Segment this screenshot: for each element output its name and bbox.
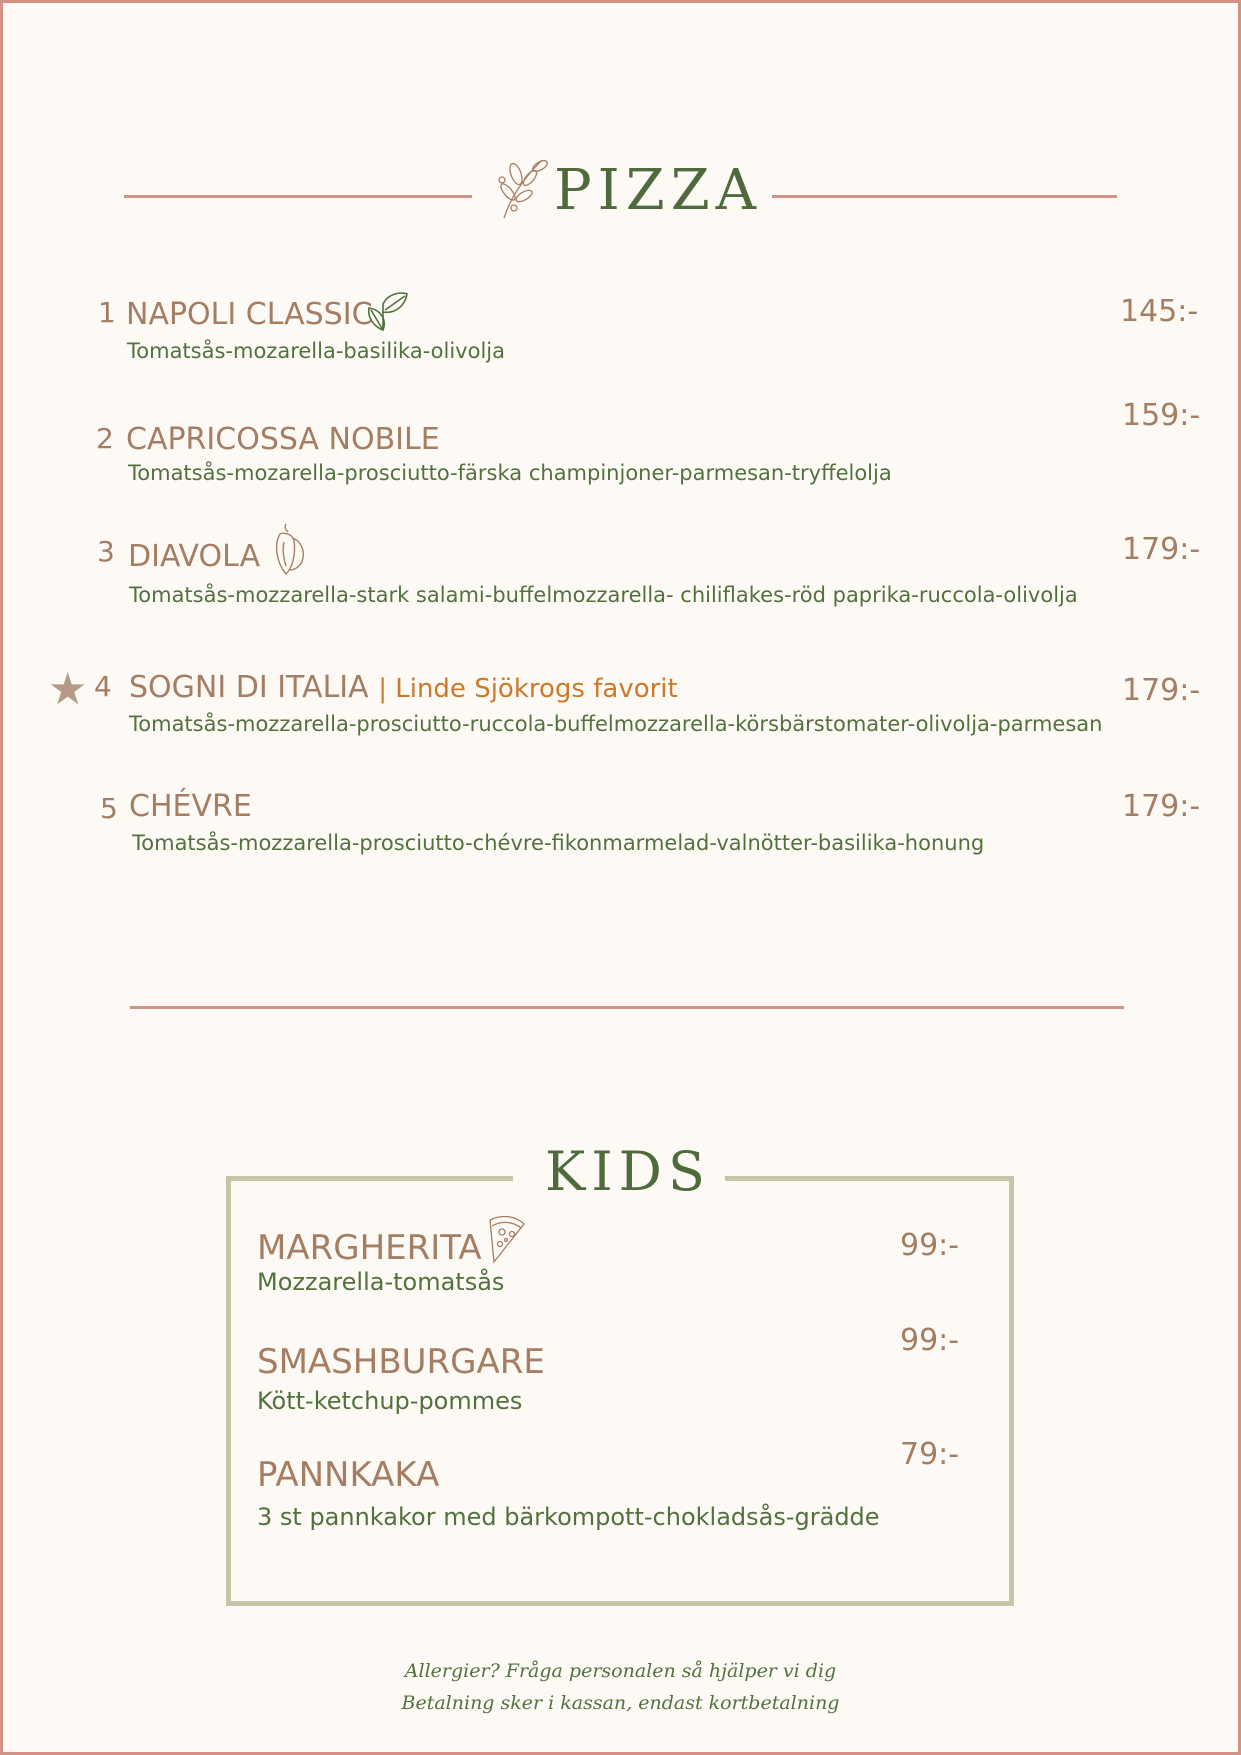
pizza-item-3-name: DIAVOLA bbox=[128, 539, 261, 574]
favorite-star-icon: ★ bbox=[48, 664, 88, 715]
pizza-item-5-description: Tomatsås-mozzarella-prosciutto-chévre-fikonmarmelad-valnötter-basilika-honung bbox=[132, 831, 985, 855]
favorite-label: | Linde Sjökrogs favorit bbox=[378, 674, 678, 704]
pizza-slice-icon bbox=[486, 1212, 526, 1264]
pizza-item-2-price: 159:- bbox=[1122, 398, 1201, 433]
footer-allergy-note: Allergier? Fråga personalen så hjälper vi dig bbox=[404, 1660, 837, 1682]
kids-item-3-price: 79:- bbox=[900, 1437, 960, 1472]
kids-item-3-description: 3 st pannkakor med bärkompott-chokladsås-grädde bbox=[257, 1503, 880, 1531]
pizza-item-2-number: 2 bbox=[96, 422, 114, 455]
footer-payment-note: Betalning sker i kassan, endast kortbetalning bbox=[401, 1692, 840, 1714]
pizza-item-4-price: 179:- bbox=[1122, 673, 1201, 708]
leaf-icon bbox=[363, 290, 409, 334]
kids-item-2-description: Kött-ketchup-pommes bbox=[257, 1387, 523, 1415]
section-divider bbox=[130, 1006, 1124, 1009]
kids-item-2-name: SMASHBURGARE bbox=[257, 1342, 545, 1382]
pizza-item-2-description: Tomatsås-mozarella-prosciutto-färska champinjoner-parmesan-tryffelolja bbox=[128, 461, 892, 485]
pizza-item-4-description: Tomatsås-mozzarella-prosciutto-ruccola-buffelmozzarella-körsbärstomater-olivolja-parmesan bbox=[129, 712, 1103, 736]
pizza-item-4-name: SOGNI DI ITALIA bbox=[129, 670, 369, 705]
pizza-item-1-name: NAPOLI CLASSIC bbox=[126, 297, 373, 332]
kids-item-2-price: 99:- bbox=[900, 1323, 960, 1358]
kids-item-1-name: MARGHERITA bbox=[257, 1228, 482, 1268]
pizza-item-1-price: 145:- bbox=[1120, 294, 1199, 329]
header-rule-left bbox=[124, 195, 472, 198]
pizza-item-4-name-row bbox=[129, 670, 678, 705]
olive-branch-icon bbox=[490, 152, 556, 222]
pizza-item-5-name: CHÉVRE bbox=[129, 789, 252, 824]
pizza-section-title: PIZZA bbox=[554, 158, 763, 223]
chili-pepper-icon bbox=[268, 522, 310, 578]
kids-item-1-description: Mozzarella-tomatsås bbox=[257, 1268, 505, 1296]
pizza-item-3-description: Tomatsås-mozzarella-stark salami-buffelmozzarella- chiliflakes-röd paprika-ruccola-olivolja bbox=[129, 583, 1078, 607]
pizza-item-2-name: CAPRICOSSA NOBILE bbox=[126, 422, 440, 457]
kids-item-1-price: 99:- bbox=[900, 1228, 960, 1263]
pizza-item-1-number: 1 bbox=[98, 296, 116, 329]
pizza-item-3-number: 3 bbox=[97, 535, 115, 568]
pizza-item-5-number: 5 bbox=[100, 792, 118, 825]
pizza-item-5-price: 179:- bbox=[1122, 789, 1201, 824]
pizza-item-4-number: 4 bbox=[94, 670, 112, 703]
pizza-item-1-description: Tomatsås-mozarella-basilika-olivolja bbox=[127, 339, 505, 363]
pizza-item-3-price: 179:- bbox=[1122, 532, 1201, 567]
header-rule-right bbox=[772, 195, 1117, 198]
kids-item-3-name: PANNKAKA bbox=[257, 1455, 440, 1495]
kids-section-title: KIDS bbox=[545, 1140, 711, 1203]
